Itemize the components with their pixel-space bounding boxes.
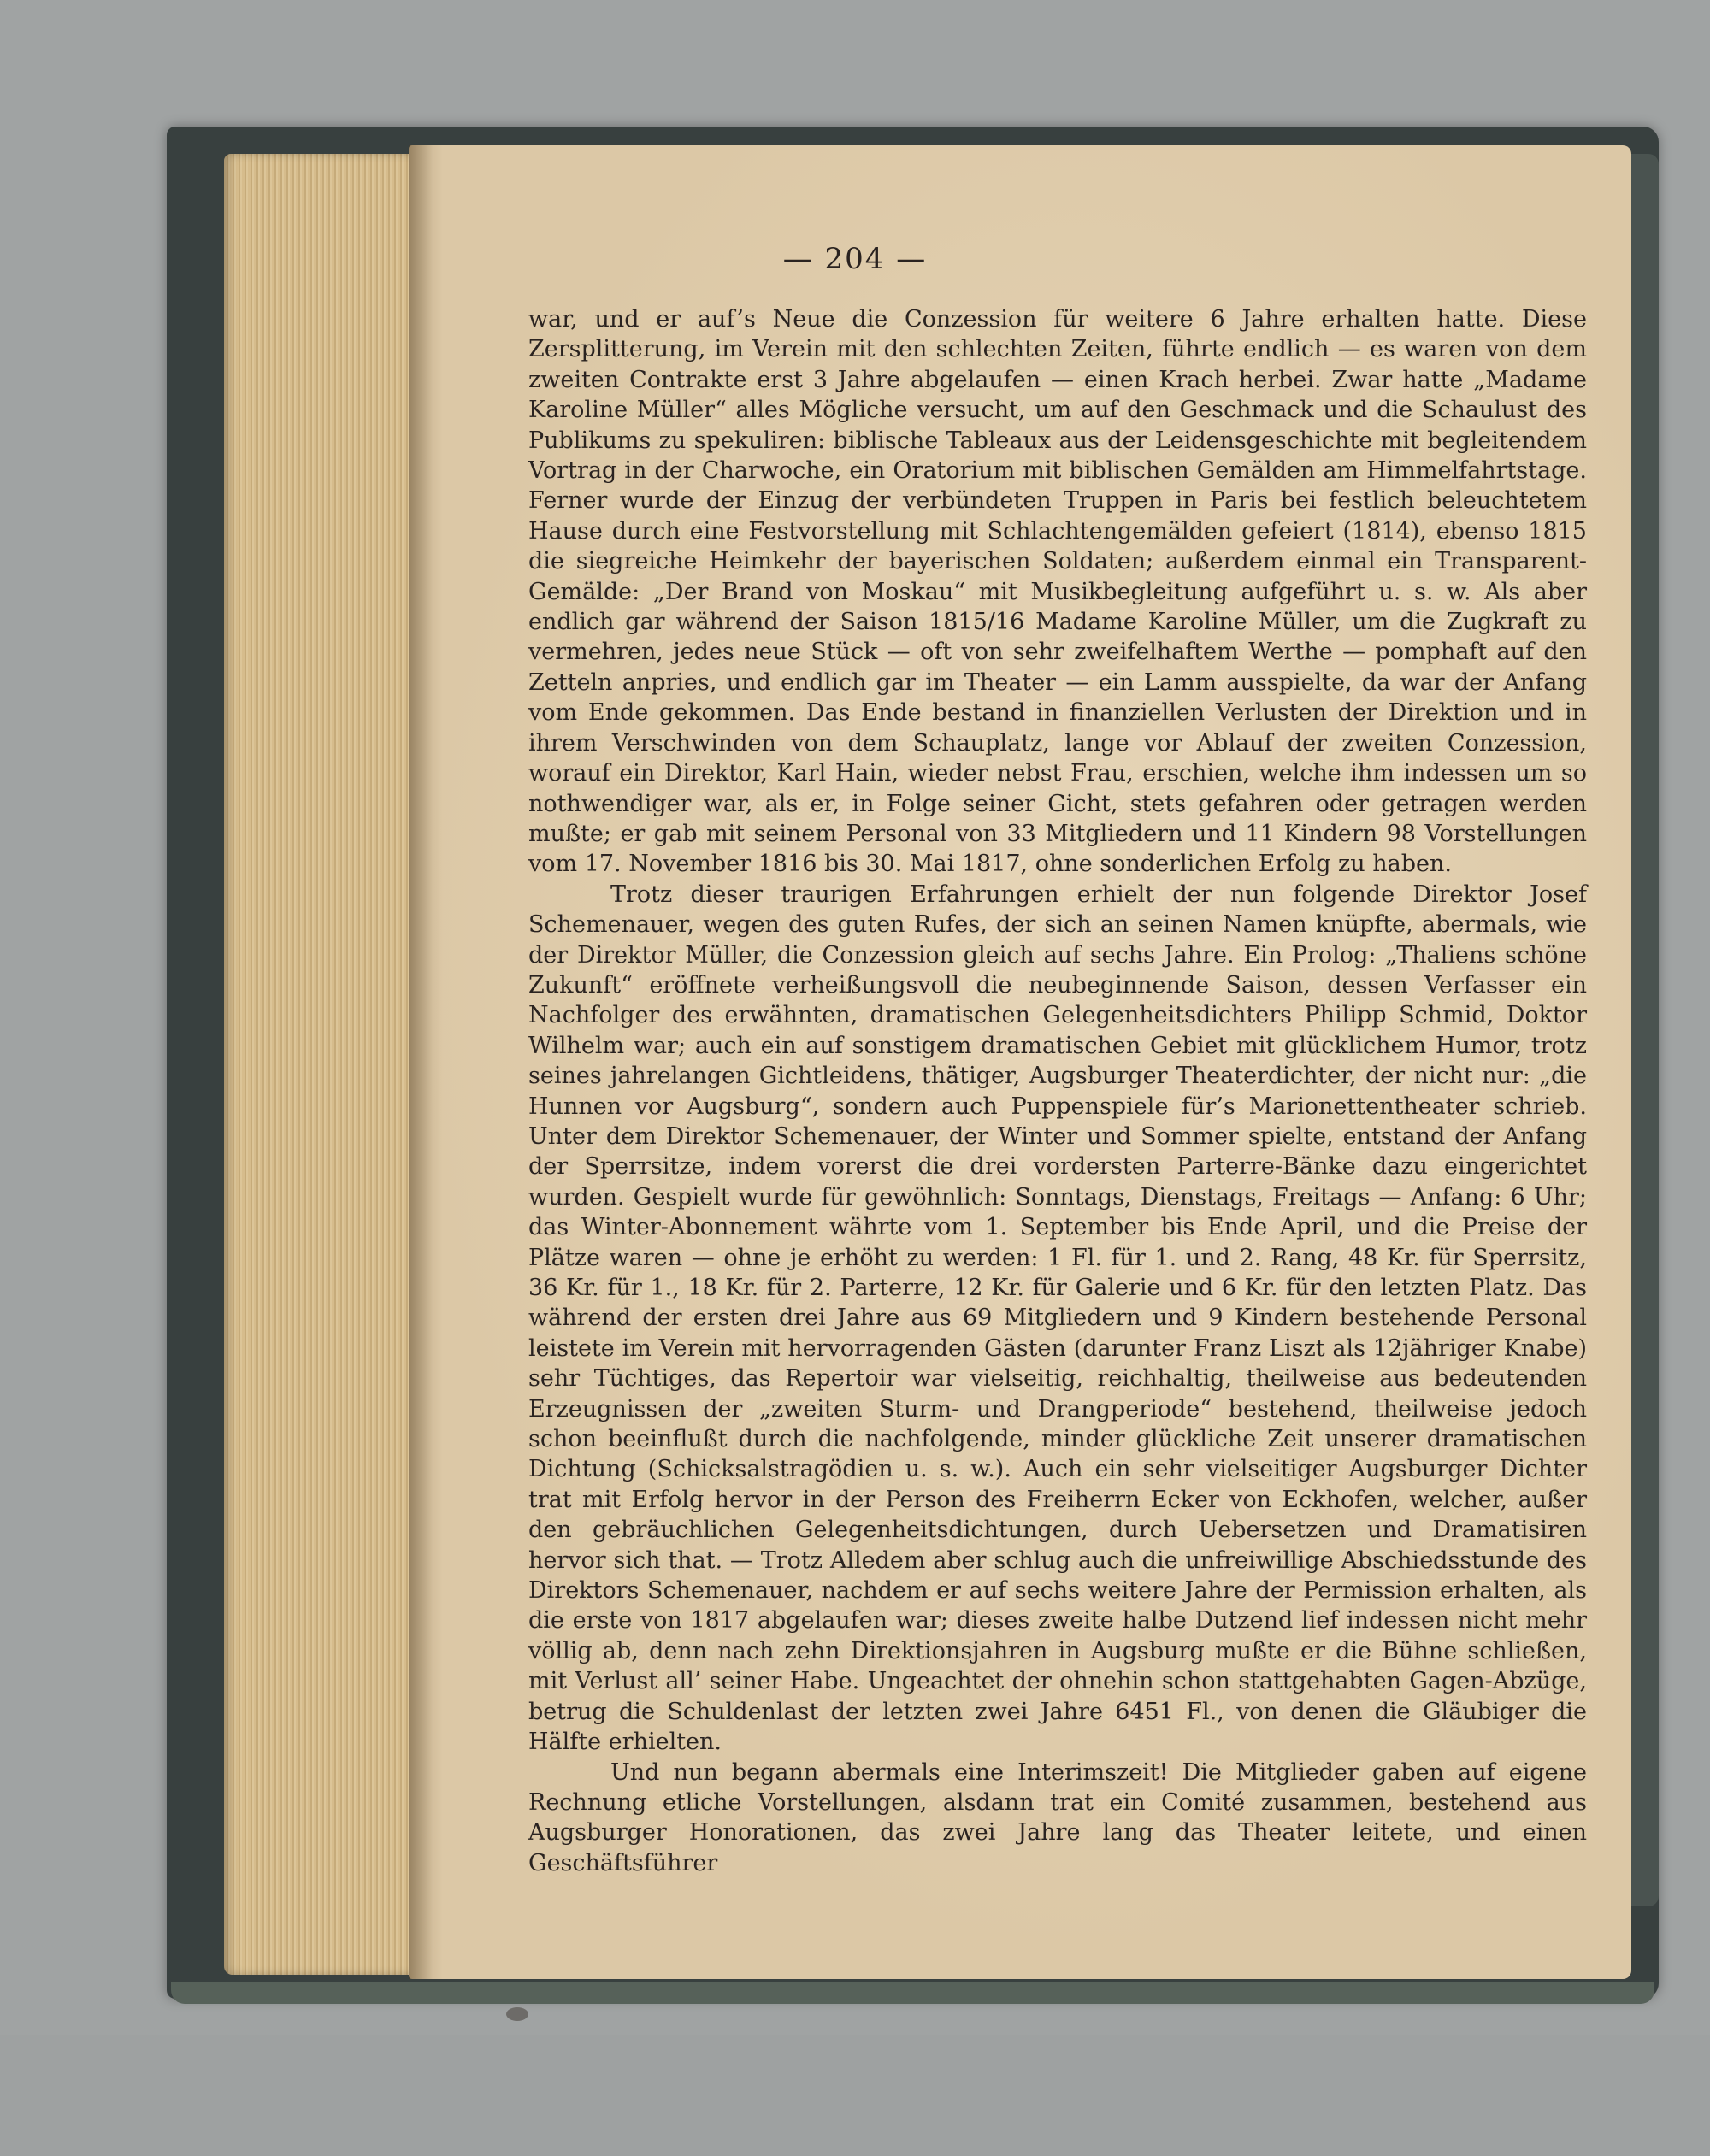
paragraph-2: Trotz dieser traurigen Erfahrungen erhielt der nun folgende Direktor Josef Schemenauer, wegen des guten Rufes, der sich an seinen Namen knüpfte, abermals, wie der Direktor Müller, die Conzession gleich auf sechs Jahre. Ein Prolog: „Thaliens schöne Zukunft“ eröffnete verheißungsvoll die neubeginnende Saison, dessen Verfasser ein Nachfolger des erwähnten, dramatischen Gelegenheitsdichters Philipp Schmid, Doktor Wilhelm war; auch ein auf sonstigem dramatischen Gebiet mit glücklichem Humor, trotz seines jahrelangen Gichtleidens, thätiger, Augsburger Theaterdichter, der nicht nur: „die Hunnen vor Augsburg“, sondern auch Puppenspiele für’s Marionettentheater schrieb. Unter dem Direktor Schemenauer, der Winter und Sommer spielte, entstand der Anfang der Sperrsitze, indem vorerst die drei vordersten Parterre-Bänke dazu eingerichtet wurden. Gespielt wurde für gewöhnlich: Sonntags, Dienstags, Freitags — Anfang: 6 Uhr; das Winter-Abonnement währte vom 1. September bis Ende April, und die Preise der Plätze waren — ohne je erhöht zu werden: 1 Fl. für 1. und 2. Rang, 48 Kr. für Sperrsitz, 36 Kr. für 1., 18 Kr. für 2. Parterre, 12 Kr. für Galerie und 6 Kr. für den letzten Platz. Das während der ersten drei Jahre aus 69 Mitgliedern und 9 Kindern bestehende Personal leistete im Verein mit hervorragenden Gästen (darunter Franz Liszt als 12jähriger Knabe) sehr Tüchtiges, das Repertoir war vielseitig, reichhaltig, theilweise aus bedeutenden Erzeugnissen der „zweiten Sturm- und Drangperiode“ bestehend, theilweise jedoch schon beeinflußt durch die nachfolgende, minder glückliche Zeit unserer dramatischen Dichtung (Schicksalstragödien u. s. w.). Auch ein sehr vielseitiger Augsburger Dichter trat mit Erfolg hervor in der Person des Freiherrn Ecker von Eckhofen, welcher, außer den gebräuchlichen Gelegenheitsdichtungen, durch Uebersetzen und Dramatisiren hervor sich that. — Trotz Alledem aber schlug auch die unfreiwillige Abschiedsstunde des Direktors Schemenauer, nachdem er auf sechs weitere Jahre der Permission erhalten, als die erste von 1817 abgelaufen war; dieses zweite halbe Dutzend lief indessen nicht mehr völlig ab, denn nach zehn Direktionsjahren in Augsburg mußte er die Bühne schließen, mit Verlust all’ seiner Habe. Ungeachtet der ohnehin schon stattgehabten Gagen-Abzüge, betrug die Schuldenlast der letzten zwei Jahre 6451 Fl., von denen die Gläubiger die Hälfte erhielten. [528,881,1587,1756]
book-cover-bottom [171,1982,1654,2004]
book-cover-edge [1629,154,1659,1906]
page-number: — 204 — [782,242,928,276]
paragraph-3: Und nun begann abermals eine Interimszeit! Die Mitglieder gaben auf eigene Rechnung etliche Vorstellungen, alsdann trat ein Comité zusammen, bestehend aus Augsburger Honorationen, das zwei Jahre lang das Theater leitete, und einen Geschäftsführer [528,1758,1587,1876]
page-stack-edges [224,154,429,1975]
binding-hole [506,2007,528,2021]
page-gutter [409,145,433,1979]
paragraph-1: war, und er auf’s Neue die Conzession für weitere 6 Jahre erhalten hatte. Diese Zersplitterung, im Verein mit den schlechten Zeiten, führte endlich — es waren von dem zweiten Contrakte erst 3 Jahre abgelaufen — einen Krach herbei. Zwar hatte „Madame Karoline Müller“ alles Mögliche versucht, um auf den Geschmack und die Schaulust des Publikums zu spekuliren: biblische Tableaux aus der Leidensgeschichte mit begleitendem Vortrag in der Charwoche, ein Oratorium mit biblischen Gemälden am Himmelfahrtstage. Ferner wurde der Einzug der verbündeten Truppen in Paris bei festlich beleuchtetem Hause durch eine Festvorstellung mit Schlachtengemälden gefeiert (1814), ebenso 1815 die siegreiche Heimkehr der bayerischen Soldaten; außerdem einmal ein Transparent-Gemälde: „Der Brand von Moskau“ mit Musikbegleitung aufgeführt u. s. w. Als aber endlich gar während der Saison 1815/16 Madame Karoline Müller, um die Zugkraft zu vermehren, jedes neue Stück — oft von sehr zweifelhaftem Werthe — pomphaft auf den Zetteln anpries, und endlich gar im Theater — ein Lamm ausspielte, da war der Anfang vom Ende gekommen. Das Ende bestand in finanziellen Verlusten der Direktion und in ihrem Verschwinden von dem Schauplatz, lange vor Ablauf der zweiten Conzession, worauf ein Direktor, Karl Hain, wieder nebst Frau, erschien, welche ihm indessen um so nothwendiger war, als er, in Folge seiner Gicht, stets gefahren oder getragen werden mußte; er gab mit seinem Personal von 33 Mitgliedern und 11 Kindern 98 Vorstellungen vom 17. November 1816 bis 30. Mai 1817, ohne sonderlichen Erfolg zu haben. [528,306,1587,878]
background-surface [0,2035,1710,2156]
page-text [528,304,1587,1878]
